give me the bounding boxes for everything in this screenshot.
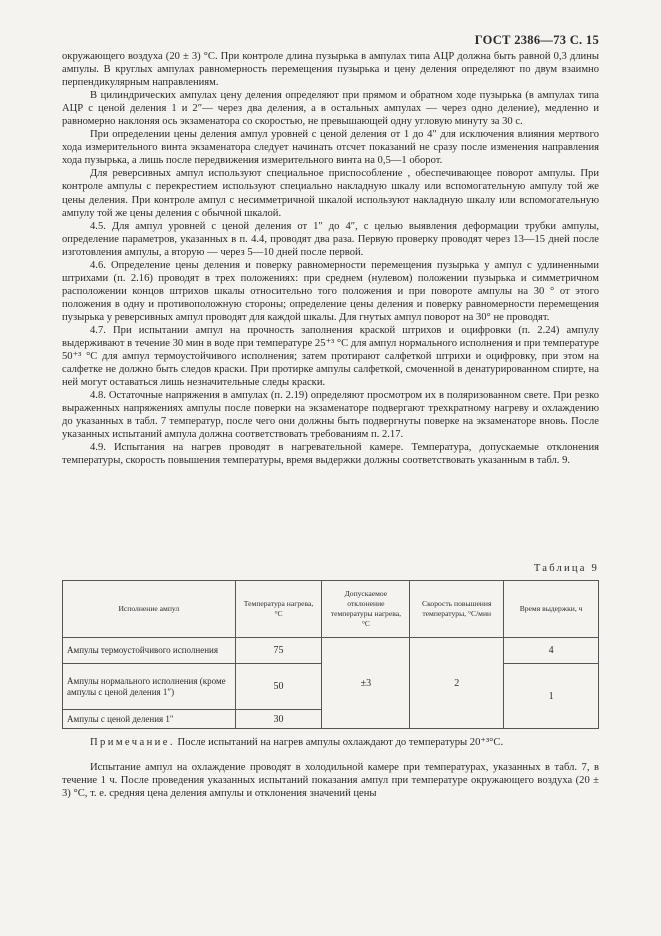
table-cell: Ампулы термоустойчивого исполнения (63, 638, 236, 664)
table-header-row (63, 581, 599, 638)
table-cell: ±3 (322, 638, 410, 729)
closing-text (62, 761, 599, 800)
table-cell: Ампулы нормального исполнения (кроме ампулы с ценой деления 1″) (63, 664, 236, 710)
paragraph: 4.7. При испытании ампул на прочность заполнения краской штрихов и оцифровки (п. 2.24) ампулу выдерживают в течение 30 мин в воде при температуре 25⁺³ °С для ампул нормального исполнения и при температуре 50⁺³ °С для ампул термоустойчивого исполнения; затем протирают салфеткой штрихи и оцифровку, при этом на салфетке не должно быть следов краски. При протирке ампулы салфеткой, смоченной в денатурированном спирте, на ней могут оставаться лишь незначительные следы краски. (62, 324, 599, 389)
paragraph: 4.9. Испытания на нагрев проводят в нагревательной камере. Температура, допускаемые отклонения температуры, скорость повышения температуры, время выдержки должны соответствовать указанным в табл. 9. (62, 442, 599, 467)
paragraph: Для реверсивных ампул используют специальное приспособление , обеспечивающее поворот ампулы. При контроле ампулы с перекрестием используют специально накладную шкалу или вспомогательную ампулу той же цены деления. При контроле ампул с несимметричной шкалой используют накладную шкалу или вспомогательную ампулу той же цены деления с обычной шкалой. (62, 168, 599, 219)
table-9 (62, 580, 599, 729)
table-header-cell: Допускаемое отклонение температуры нагрева, °С (322, 581, 410, 638)
page-header: ГОСТ 2386—73 С. 15 (474, 33, 599, 47)
table-cell: 75 (235, 638, 322, 664)
table-cell: Ампулы с ценой деления 1″ (63, 710, 236, 729)
body-text (62, 50, 599, 468)
table-note (62, 736, 599, 749)
table-caption: Таблица 9 (533, 563, 599, 574)
note-label: Примечание. (90, 737, 175, 748)
table-cell: 2 (410, 638, 504, 729)
paragraph: Испытание ампул на охлаждение проводят в холодильной камере при температурах, указанных в табл. 7, в течение 1 ч. После проведения указанных испытаний показания ампул при температуре окружающего воздуха (20 ± 3) °С, т. е. средняя цена деления ампулы и отклонения значений цены (62, 762, 599, 800)
paragraph: В цилиндрических ампулах цену деления определяют при прямом и обратном ходе пузырька (в ампулах типа АЦР с ценой деления 1 и 2″— через два деления, а в остальных ампулах — через одно деление), медленно и равномерно наклоняя ось экзаменатора со скоростью, не превышающей одну угловую минуту за 30 с. (62, 90, 599, 128)
paragraph: 4.5. Для ампул уровней с ценой деления от 1″ до 4″, с целью выявления деформации трубки ампулы, определение параметров, указанных в п. 4.4, проводят два раза. Первую проверку проводят через 13—15 дней после изготовления ампулы, а вторую — через 5—10 дней после первой. (62, 220, 599, 258)
note-text: После испытаний на нагрев ампулы охлаждают до температуры 20⁺³°С. (174, 737, 504, 748)
table-header-cell: Исполнение ампул (63, 581, 236, 638)
paragraph: 4.8. Остаточные напряжения в ампулах (п. 2.19) определяют просмотром их в поляризованном свете. При резко выраженных напряжениях ампулы после поверки на экзаменаторе подвергают трехкратному нагреву и охлаждению до указанных в табл. 7 температур, после чего они должны быть подвергнуты поверке на экзаменаторе вновь. После указанных испытаний ампула должна соответствовать требованиям п. 2.17. (62, 390, 599, 441)
table-row (63, 638, 599, 664)
paragraph: 4.6. Определение цены деления и поверку равномерности перемещения пузырька у ампул с удлиненными штрихами (п. 2.16) проводят в трех положениях: при среднем (нулевом) положении пузырька и симметричном расположении концов штрихов шкалы относительно того положения и при повороте ампулы на 30 ° от этого положения в одну и противоположную стороны; определение цены деления и поверку равномерности перемещения пузырька у реверсивных ампул проводят для каждой шкалы. Для гнутых ампул поворот на 30° не проводят. (62, 259, 599, 323)
table-cell: 1 (504, 664, 599, 729)
paragraph: При определении цены деления ампул уровней с ценой деления от 1 до 4″ для исключения влияния мертвого хода измерительного винта экзаменатора следует начинать отсчет показаний не сразу после изменения направления хода пузырька, а лишь после передвижения измерительного винта на 0,5—1 оборот. (62, 129, 599, 167)
table-cell: 4 (504, 638, 599, 664)
table-header-cell: Время выдержки, ч (504, 581, 599, 638)
table-cell: 50 (235, 664, 322, 710)
table-header-cell: Температура нагрева, °С (235, 581, 322, 638)
paragraph: окружающего воздуха (20 ± 3) °С. При контроле длина пузырька в ампулах типа АЦР должна быть равной 0,3 длины ампулы. В круглых ампулах равномерность перемещения пузырька и цену деления определяют по двум взаимно перпендикулярным направлениям. (62, 51, 599, 89)
table-header-cell: Скорость повышения температуры, °С/мин (410, 581, 504, 638)
table-cell: 30 (235, 710, 322, 729)
